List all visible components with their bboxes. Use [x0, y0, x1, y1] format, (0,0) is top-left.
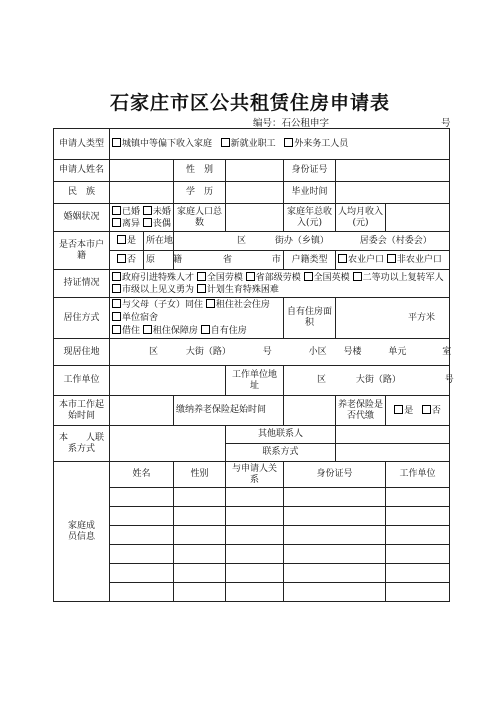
option-borrow[interactable]: 借住 [112, 326, 140, 336]
family-work-cell[interactable] [386, 564, 450, 583]
option-new-employee[interactable]: 新就业职工 [221, 138, 276, 150]
district-text: 区 [236, 235, 246, 246]
hukou-no[interactable]: 否 [110, 251, 144, 270]
family-work-cell[interactable] [386, 526, 450, 545]
family-gender-cell[interactable] [174, 583, 226, 602]
checkbox-icon[interactable] [284, 138, 293, 147]
family-relation-cell[interactable] [226, 564, 284, 583]
certificates-options [110, 270, 450, 298]
option-rent-affordable[interactable]: 租住保障房 [143, 326, 198, 336]
checkbox-icon[interactable] [201, 325, 210, 334]
family-name-cell[interactable] [110, 507, 174, 526]
family-gender-cell[interactable] [174, 526, 226, 545]
family-gender-cell[interactable] [174, 545, 226, 564]
checkbox-icon[interactable] [112, 138, 121, 147]
name-label: 申请人姓名 [54, 160, 110, 182]
grad-time-field[interactable] [336, 182, 450, 204]
other-contact-label: 其他联系人 [226, 426, 336, 444]
option-agricultural[interactable]: 农业户口 [338, 255, 384, 265]
family-relation-cell[interactable] [226, 545, 284, 564]
checkbox-icon[interactable] [387, 254, 396, 263]
pension-start-field[interactable] [284, 396, 336, 426]
family-row [54, 488, 450, 507]
option-national-model-worker[interactable]: 全国劳模 [197, 273, 243, 283]
option-unmarried[interactable]: 未婚 [143, 207, 171, 217]
family-header-name: 姓名 [110, 462, 174, 488]
family-id-cell[interactable] [284, 583, 386, 602]
id-label: 身份证号 [284, 160, 336, 182]
work-unit-label: 工作单位 [54, 366, 110, 396]
gender-label: 性 别 [174, 160, 226, 182]
row-hukou-local [54, 232, 450, 251]
pension-start-label: 缴纳养老保险起始时间 [174, 396, 284, 426]
checkbox-icon[interactable] [112, 218, 121, 227]
ethnic-label: 民 族 [54, 182, 110, 204]
pension-proxy-options [386, 396, 450, 426]
family-name-cell[interactable] [110, 583, 174, 602]
row-current-address [54, 339, 450, 366]
education-field[interactable] [226, 182, 284, 204]
per-capita-income-field[interactable] [386, 204, 450, 232]
row-applicant-type [54, 129, 450, 160]
checkbox-icon[interactable] [112, 299, 121, 308]
family-id-cell[interactable] [284, 507, 386, 526]
annual-income-label: 家庭年总收入(元) [284, 204, 336, 232]
hukou-type-options [336, 251, 450, 270]
family-header-relation: 与申请人关 系 [226, 462, 284, 488]
city-text: 市 [271, 254, 281, 265]
checkbox-icon[interactable] [422, 405, 431, 414]
id-field[interactable] [336, 160, 450, 182]
checkbox-icon[interactable] [112, 325, 121, 334]
own-house-area-label: 自有住房面 积 [284, 298, 336, 339]
option-talent[interactable]: 政府引进特殊人才 [112, 273, 194, 283]
checkbox-icon[interactable] [117, 235, 126, 244]
hukou-label: 是否本市户 籍 [54, 232, 110, 270]
checkbox-icon[interactable] [221, 138, 230, 147]
row-ethnic [54, 182, 450, 204]
residence-options [110, 298, 284, 339]
serial-suffix: 号 [441, 118, 451, 129]
family-work-cell[interactable] [386, 545, 450, 564]
education-label: 学 历 [174, 182, 226, 204]
option-non-agricultural[interactable]: 非农业户口 [387, 255, 442, 265]
family-row [54, 564, 450, 583]
family-work-cell[interactable] [386, 583, 450, 602]
family-header-work-unit: 工作单位 [386, 462, 450, 488]
current-address-label: 现居住地 [54, 339, 110, 366]
form-title: 石家庄市区公共租赁住房申请表 [109, 92, 390, 114]
own-house-area-field[interactable] [336, 298, 450, 339]
checkbox-icon[interactable] [112, 272, 121, 281]
checkbox-icon[interactable] [353, 272, 362, 281]
option-divorced[interactable]: 离异 [112, 219, 140, 229]
option-married[interactable]: 已婚 [112, 207, 140, 217]
family-id-cell[interactable] [284, 526, 386, 545]
checkbox-icon[interactable] [143, 325, 152, 334]
checkbox-icon[interactable] [394, 405, 403, 414]
family-work-cell[interactable] [386, 488, 450, 507]
row-family-header [54, 462, 450, 488]
area-unit: 平方米 [408, 312, 436, 323]
self-contact-field[interactable] [110, 426, 226, 462]
family-name-cell[interactable] [110, 564, 174, 583]
family-row [54, 526, 450, 545]
family-relation-cell[interactable] [226, 507, 284, 526]
applicant-type-label: 申请人类型 [54, 129, 110, 160]
row-pension [54, 396, 450, 426]
option-veteran[interactable]: 二等功以上复转军人 [353, 273, 444, 283]
checkbox-icon[interactable] [112, 284, 121, 293]
application-form-table [53, 128, 454, 602]
origin-field[interactable] [174, 251, 284, 270]
option-rent-social[interactable]: 租住社会住房 [206, 300, 270, 310]
family-gender-cell[interactable] [174, 507, 226, 526]
other-contact-field[interactable] [336, 426, 450, 444]
work-address-field[interactable]: 区 大街（路） 号 [284, 366, 450, 396]
checkbox-icon[interactable] [246, 272, 255, 281]
option-family-planning[interactable]: 计划生育特殊困难 [197, 285, 279, 295]
option-provincial-model-worker[interactable]: 省部级劳模 [246, 273, 301, 283]
option-national-hero[interactable]: 全国英模 [304, 273, 350, 283]
location-field[interactable] [174, 232, 450, 251]
work-address-label: 工作单位地 址 [226, 366, 284, 396]
ethnic-field[interactable] [110, 182, 174, 204]
household-size-label: 家庭人口总 数 [174, 204, 226, 232]
committee-text: 居委会（村委会） [359, 235, 432, 246]
option-proxy-no[interactable]: 否 [422, 406, 441, 416]
checkbox-icon[interactable] [112, 312, 121, 321]
checkbox-icon[interactable] [197, 272, 206, 281]
hukou-yes[interactable]: 是 [110, 232, 144, 251]
family-work-cell[interactable] [386, 507, 450, 526]
row-residence [54, 298, 450, 339]
family-header-gender: 性别 [174, 462, 226, 488]
location-label: 所在地 [144, 232, 174, 251]
option-migrant-worker[interactable]: 外来务工人员 [284, 138, 348, 150]
serial-prefix: 编号：石公租申字 [253, 118, 330, 129]
family-row [54, 545, 450, 564]
family-id-cell[interactable] [284, 488, 386, 507]
option-own-house[interactable]: 自有住房 [201, 326, 247, 336]
work-unit-field[interactable] [110, 366, 226, 396]
row-certificates [54, 270, 450, 298]
work-start-label: 本市工作起始时间 [54, 396, 110, 426]
marital-options [110, 204, 174, 232]
row-work-unit [54, 366, 450, 396]
contact-method-label: 联系方式 [226, 444, 336, 462]
street-text: 街办（乡镇） [274, 235, 329, 246]
checkbox-icon[interactable] [338, 254, 347, 263]
name-field[interactable] [110, 160, 174, 182]
option-low-income[interactable]: 城镇中等偏下收入家庭 [112, 138, 212, 150]
hukou-type-label: 户籍类型 [284, 251, 336, 270]
grad-time-label: 毕业时间 [284, 182, 336, 204]
option-widowed[interactable]: 丧偶 [143, 219, 171, 229]
per-capita-income-label: 人均月收入(元) [336, 204, 386, 232]
family-relation-cell[interactable] [226, 526, 284, 545]
marital-label: 婚姻状况 [54, 204, 110, 232]
checkbox-icon[interactable] [112, 206, 121, 215]
family-header-id: 身份证号 [284, 462, 386, 488]
row-marital [54, 204, 450, 232]
family-name-cell[interactable] [110, 545, 174, 564]
province-text: 省 [222, 254, 232, 265]
row-name [54, 160, 450, 182]
pension-proxy-label: 养老保险是否代缴 [336, 396, 386, 426]
residence-label: 居住方式 [54, 298, 110, 339]
family-label: 家庭成员信息 [54, 462, 110, 602]
certificates-label: 持证情况 [54, 270, 110, 298]
family-row [54, 507, 450, 526]
family-name-cell[interactable] [110, 488, 174, 507]
checkbox-icon[interactable] [206, 299, 215, 308]
row-hukou-nonlocal [54, 251, 450, 270]
work-start-field[interactable] [110, 396, 174, 426]
checkbox-icon[interactable] [304, 272, 313, 281]
option-city-hero[interactable]: 市级以上见义勇为 [112, 285, 194, 295]
current-address-field[interactable]: 区 大街（路） 号 小区 号楼 单元 室 [110, 339, 450, 366]
row-contact-1 [54, 426, 450, 444]
family-relation-cell[interactable] [226, 583, 284, 602]
serial-number [253, 115, 451, 129]
applicant-type-options [110, 129, 450, 160]
family-name-cell[interactable] [110, 526, 174, 545]
family-relation-cell[interactable] [226, 488, 284, 507]
option-proxy-yes[interactable]: 是 [394, 406, 413, 416]
family-id-cell[interactable] [284, 564, 386, 583]
checkbox-icon[interactable] [117, 254, 126, 263]
family-gender-cell[interactable] [174, 488, 226, 507]
family-id-cell[interactable] [284, 545, 386, 564]
family-gender-cell[interactable] [174, 564, 226, 583]
checkbox-icon[interactable] [143, 206, 152, 215]
gender-field[interactable] [226, 160, 284, 182]
option-live-with-family[interactable]: 与父母（子女）同住 [112, 300, 203, 310]
contact-method-field[interactable] [336, 444, 450, 462]
origin-label: 原 籍 [144, 251, 174, 270]
self-contact-label: 本 人联系方式 [54, 426, 110, 462]
checkbox-icon[interactable] [197, 284, 206, 293]
family-row [54, 583, 450, 602]
checkbox-icon[interactable] [143, 218, 152, 227]
option-dormitory[interactable]: 单位宿舍 [112, 313, 158, 323]
